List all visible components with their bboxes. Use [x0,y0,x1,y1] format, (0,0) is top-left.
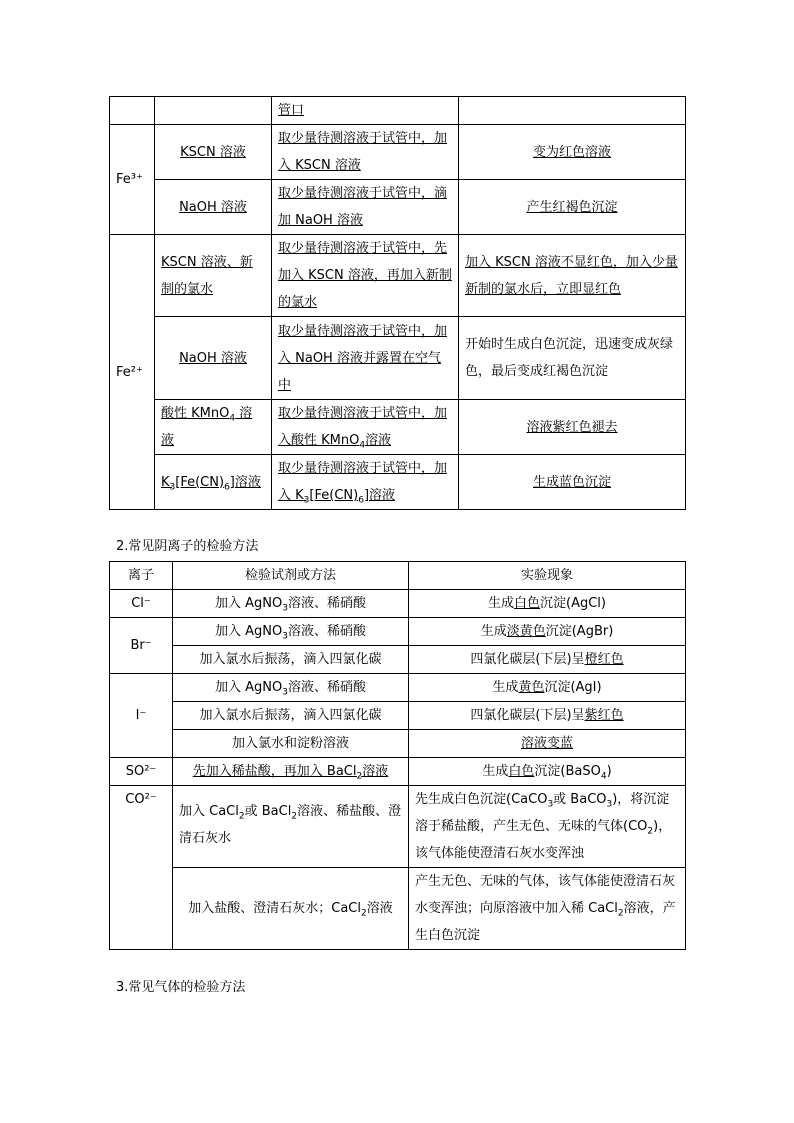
ion-fe2: Fe²⁺ [110,235,155,510]
phenomenon-cell: 生成白色沉淀(BaSO$_4$) [409,758,686,786]
section-heading-gases: 3.常见气体的检验方法 [116,980,246,995]
table1-cell-empty [110,97,155,125]
method-cell: 取少量待测溶液于试管中，先加入 KSCN 溶液，再加入新制的氯水 [272,235,459,317]
phenomenon-cell: 开始时生成白色沉淀，迅速变成灰绿色，最后变成红褐色沉淀 [459,317,686,400]
phenomenon-cell: 生成淡黄色沉淀(AgBr) [409,618,686,646]
reagent-cell: 酸性 KMnO$_4$ 溶液 [155,400,272,455]
reagent-cell: 加入 AgNO$_3$溶液、稀硝酸 [173,674,409,702]
reagent-cell: NaOH 溶液 [155,317,272,400]
phenomenon-cell: 加入 KSCN 溶液不显红色，加入少量新制的氯水后，立即显红色 [459,235,686,317]
table1-method: 管口 [272,97,459,125]
phenomenon-cell: 溶液紫红色褪去 [459,400,686,455]
method-cell: 取少量待测溶液于试管中，滴加 NaOH 溶液 [272,180,459,235]
reagent-cell: 先加入稀盐酸，再加入 BaCl$_2$溶液 [173,758,409,786]
reagent-cell: KSCN 溶液、新制的氯水 [155,235,272,317]
reagent-cell: 加入氯水后振荡，滴入四氯化碳 [173,646,409,674]
phenomenon-cell: 变为红色溶液 [459,125,686,180]
cation-test-table [109,96,686,510]
reagent-cell: 加入 AgNO$_3$溶液、稀硝酸 [173,618,409,646]
ion-fe3: Fe³⁺ [110,125,155,235]
method-cell: 取少量待测溶液于试管中，加入 NaOH 溶液并露置在空气中 [272,317,459,400]
method-cell: 取少量待测溶液于试管中，加入 KSCN 溶液 [272,125,459,180]
reagent-cell: NaOH 溶液 [155,180,272,235]
reagent-cell: 加入 CaCl$_2$或 BaCl$_2$溶液、稀盐酸、澄清石灰水 [173,786,409,868]
header-ion: 离子 [110,562,173,590]
ion-co3: CO²⁻ [110,786,173,950]
phenomenon-cell: 先生成白色沉淀(CaCO$_3$或 BaCO$_3$)，将沉淀溶于稀盐酸，产生无色、无味的气体$(CO_2)$，该气体能使澄清石灰水变浑浊 [409,786,686,868]
reagent-cell: 加入盐酸、澄清石灰水；CaCl$_2$溶液 [173,868,409,950]
ion-so4: SO²⁻ [110,758,173,786]
reagent-cell: KSCN 溶液 [155,125,272,180]
reagent-cell: 加入氯水和淀粉溶液 [173,730,409,758]
phenomenon-cell: 四氯化碳层(下层)呈橙红色 [409,646,686,674]
method-cell: 取少量待测溶液于试管中，加入酸性 KMnO$_4$溶液 [272,400,459,455]
phenomenon-cell: 生成蓝色沉淀 [459,455,686,510]
reagent-cell: 加入氯水后振荡，滴入四氯化碳 [173,702,409,730]
table1-cell-empty [155,97,272,125]
phenomenon-cell: 生成白色沉淀(AgCl) [409,590,686,618]
ion-i: I⁻ [110,674,173,758]
method-cell: 取少量待测溶液于试管中，加入 $K_3[Fe(CN)_6]$溶液 [272,455,459,510]
anion-test-table [109,561,686,950]
phenomenon-cell: 溶液变蓝 [409,730,686,758]
table1-cell-empty [459,97,686,125]
ion-cl: Cl⁻ [110,590,173,618]
phenomenon-cell: 产生无色、无味的气体，该气体能使澄清石灰水变浑浊；向原溶液中加入稀 CaCl$_2$溶液，产生白色沉淀 [409,868,686,950]
ion-br: Br⁻ [110,618,173,674]
phenomenon-cell: 产生红褐色沉淀 [459,180,686,235]
reagent-cell: $K_3[Fe(CN)_6]$溶液 [155,455,272,510]
phenomenon-cell: 四氯化碳层(下层)呈紫红色 [409,702,686,730]
phenomenon-cell: 生成黄色沉淀(AgI) [409,674,686,702]
section-heading-anions: 2.常见阴离子的检验方法 [116,539,259,554]
header-phenomenon: 实验现象 [409,562,686,590]
header-reagent: 检验试剂或方法 [173,562,409,590]
reagent-cell: 加入 AgNO$_3$溶液、稀硝酸 [173,590,409,618]
